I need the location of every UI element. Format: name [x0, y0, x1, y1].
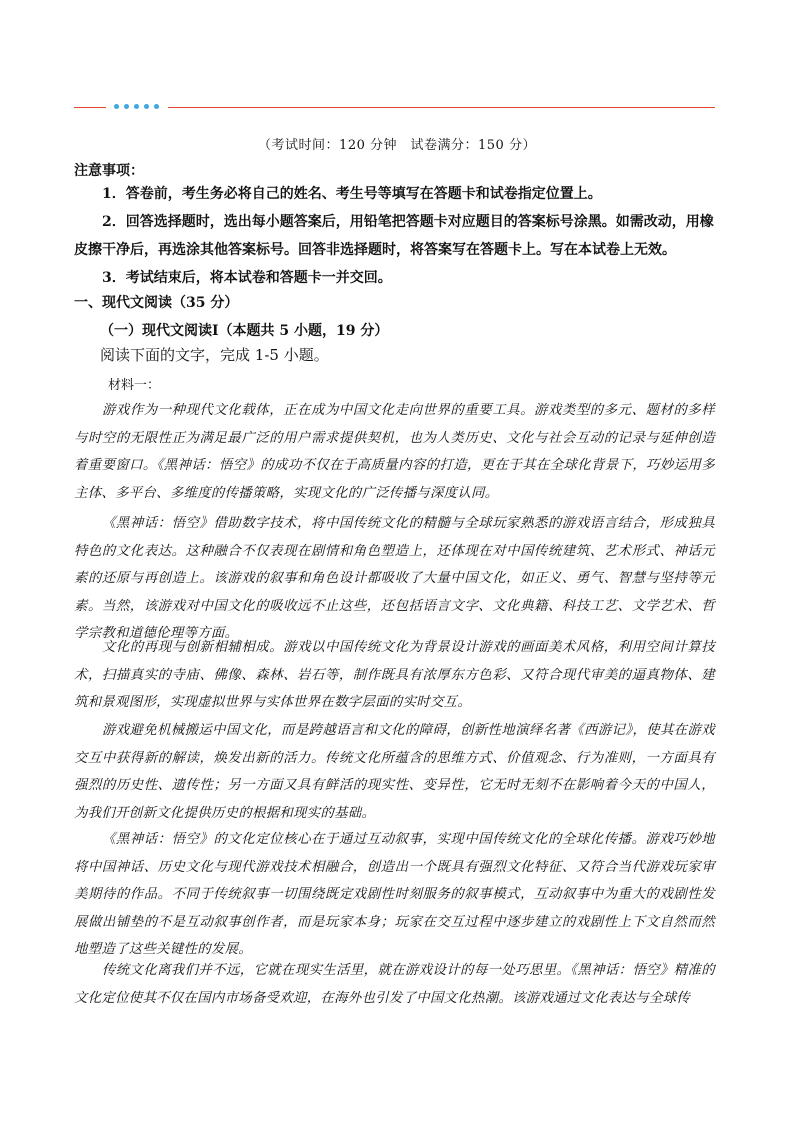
dot-icon — [124, 104, 129, 109]
passage-paragraph-6: 传统文化离我们并不远，它就在现实生活里，就在游戏设计的每一处巧思里。《黑神话：悟空》精准的文化定位使其不仅在国内市场备受欢迎，在海外也引发了中国文化热潮。该游戏通过文化表达与全球传 — [74, 963, 715, 1006]
section-title: 一、现代文阅读（35 分） — [74, 295, 239, 311]
dot-icon — [154, 104, 159, 109]
passage-paragraph-4: 游戏避免机械搬运中国文化，而是跨越语言和文化的障碍，创新性地演绎名著《西游记》，使其在游戏交互中获得新的解读，焕发出新的活力。传统文化所蕴含的思维方式、价值观念、行为准则，一方面具有强烈的历史性、遗传性；另一方面又具有鲜活的现实性、变异性，它无时无刻不在影响着今天的中国人，为我们开创新文化提供历史的根据和现实的基础。 — [74, 723, 715, 821]
notice-item-3: 3．考试结束后，将本试卷和答题卡一并交回。 — [102, 270, 392, 286]
header-rule — [74, 107, 715, 109]
dot-icon — [134, 104, 139, 109]
passage-paragraph-3: 文化的再现与创新相辅相成。游戏以中国传统文化为背景设计游戏的画面美术风格，利用空间计算技术，扫描真实的寺庙、佛像、森林、岩石等，制作既具有浓厚东方色彩、又符合现代审美的逼真物体、建筑和景观图形，实现虚拟世界与实体世界在数字层面的实时交互。 — [74, 640, 715, 711]
dot-icon — [114, 104, 119, 109]
header-rule-right-segment — [168, 107, 715, 108]
exam-meta: （考试时间：120 分钟 试卷满分：150 分） — [258, 138, 536, 153]
header-rule-left-segment — [74, 107, 106, 108]
notice-item-1: 1．答卷前，考生务必将自己的姓名、考生号等填写在答题卡和试卷指定位置上。 — [102, 186, 602, 202]
passage-paragraph-5: 《黑神话：悟空》的文化定位核心在于通过互动叙事，实现中国传统文化的全球化传播。游戏巧妙地将中国神话、历史文化与现代游戏技术相融合，创造出一个既具有强烈文化特征、又符合当代游戏玩家审美期待的作品。不同于传统叙事一切围绕既定戏剧性时刻服务的叙事模式，互动叙事中为重大的戏剧性发展做出铺垫的不是互动叙事创作者，而是玩家本身；玩家在交互过程中逐步建立的戏剧性上下文自然而然地塑造了这些关键性的发展。 — [74, 832, 715, 958]
reading-instruction: 阅读下面的文字，完成 1-5 小题。 — [100, 346, 329, 364]
notice-item-2: 2．回答选择题时，选出每小题答案后，用铅笔把答题卡对应题目的答案标号涂黑。如需改动，用橡皮擦干净后，再选涂其他答案标号。回答非选择题时，将答案写在答题卡上。写在本试卷上无效。 — [74, 214, 714, 258]
dot-icon — [144, 104, 149, 109]
passage-paragraph-2: 《黑神话：悟空》借助数字技术，将中国传统文化的精髓与全球玩家熟悉的游戏语言结合，形成独具特色的文化表达。这种融合不仅表现在剧情和角色塑造上，还体现在对中国传统建筑、艺术形式、神话元素的还原与再创造上。该游戏的叙事和角色设计都吸收了大量中国文化，如正义、勇气、智慧与坚持等元素。当然，该游戏对中国文化的吸收远不止这些，还包括语言文字、文化典籍、科技工艺、文学艺术、哲学宗教和道德伦理等方面。 — [74, 516, 715, 642]
passage-paragraph-1: 游戏作为一种现代文化载体，正在成为中国文化走向世界的重要工具。游戏类型的多元、题材的多样与时空的无限性正为满足最广泛的用户需求提供契机，也为人类历史、文化与社会互动的记录与延伸创造着重要窗口。《黑神话：悟空》的成功不仅在于高质量内容的打造，更在于其在全球化背景下，巧妙运用多主体、多平台、多维度的传播策略，实现文化的广泛传播与深度认同。 — [74, 403, 715, 501]
notice-title: 注意事项： — [74, 163, 144, 179]
header-dots — [114, 104, 159, 109]
material-label: 材料一： — [108, 378, 161, 393]
section-subtitle: （一）现代文阅读Ⅰ（本题共 5 小题，19 分） — [100, 323, 389, 339]
